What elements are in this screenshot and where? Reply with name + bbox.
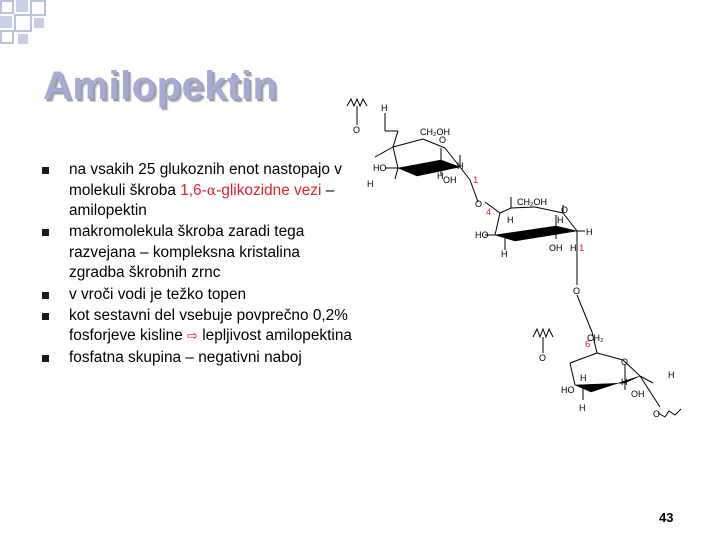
atom-label: H (557, 215, 564, 225)
atom-label: H (501, 249, 508, 259)
decor-square (18, 34, 28, 44)
atom-label: H (437, 171, 444, 181)
amylopectin-structure-diagram (335, 95, 700, 435)
glycosidic-bond-term: 1,6-α-glikozidne vezi (180, 181, 322, 199)
atom-label: H (668, 370, 675, 380)
decor-square (34, 18, 44, 28)
slide-title: Amilopektin (43, 64, 278, 108)
carbon-number-label: 6 (585, 339, 591, 350)
atom-label: HO (561, 385, 575, 395)
bullet-item (42, 160, 357, 222)
bullet-marker (42, 292, 49, 299)
structure-labels (353, 103, 675, 419)
bullet-text: makromolekula škroba zaradi tega razvejana – kompleksna kristalina zgradba škrobnih zrnc (69, 223, 305, 282)
atom-label: O (539, 353, 547, 363)
atom-label: O (353, 125, 361, 135)
atom-label: HO (373, 163, 387, 173)
atom-label: O (561, 205, 569, 215)
page-number: 43 (659, 510, 674, 525)
atom-label: OH (549, 243, 563, 253)
atom-label: O (439, 135, 447, 145)
atom-label: H (367, 179, 374, 189)
atom-label: H (457, 161, 464, 171)
bullet-item (42, 285, 357, 306)
atom-label: H (570, 243, 577, 253)
bullet-marker (42, 355, 49, 362)
bullet-text: fosfatna skupina – negativni naboj (69, 349, 302, 367)
atom-label: OH (443, 175, 457, 185)
bullet-item (42, 306, 357, 348)
bullet-list (42, 160, 357, 369)
atom-label: O (475, 199, 483, 209)
bullet-marker (42, 313, 49, 320)
arrow-right-icon: ⇨ (187, 329, 198, 345)
atom-label: H (381, 103, 388, 113)
decor-square (0, 16, 12, 28)
bullet-item (42, 348, 357, 369)
bullet-text: v vroči vodi je težko topen (69, 285, 247, 303)
atom-label: O (573, 286, 581, 296)
atom-label: H (580, 373, 587, 383)
atom-label: O (621, 357, 629, 367)
atom-label: O (653, 409, 661, 419)
decor-square (30, 0, 46, 16)
decor-square (0, 30, 14, 44)
atom-label: CH₂ (587, 333, 604, 343)
carbon-number-label: 4 (486, 207, 492, 218)
bullet-text: – amilopektin (69, 181, 335, 220)
bullet-marker (42, 167, 49, 174)
atom-label: H (621, 377, 628, 387)
atom-label: OH (631, 389, 645, 399)
bullet-text: na vsakih 25 glukoznih enot nastopajo v molekuli škroba (69, 161, 342, 199)
decor-square (14, 14, 32, 32)
atom-label: HO (475, 230, 489, 240)
atom-label: H (586, 227, 593, 237)
atom-label: H (507, 215, 514, 225)
carbon-number-label: 1 (579, 243, 585, 254)
carbon-number-label: 1 (473, 175, 479, 186)
atom-label: H (579, 403, 586, 413)
atom-label: CH₂OH (420, 127, 450, 137)
bullet-item (42, 222, 357, 284)
bullet-marker (42, 229, 49, 236)
decor-square (16, 0, 28, 12)
bullet-text: lepljivost amilopektina (197, 327, 352, 345)
decor-square (0, 0, 14, 14)
atom-label: CH₂OH (517, 197, 547, 207)
bullet-text: kot sestavni del vsebuje povprečno 0,2% fosforjeve kisline (69, 306, 348, 345)
